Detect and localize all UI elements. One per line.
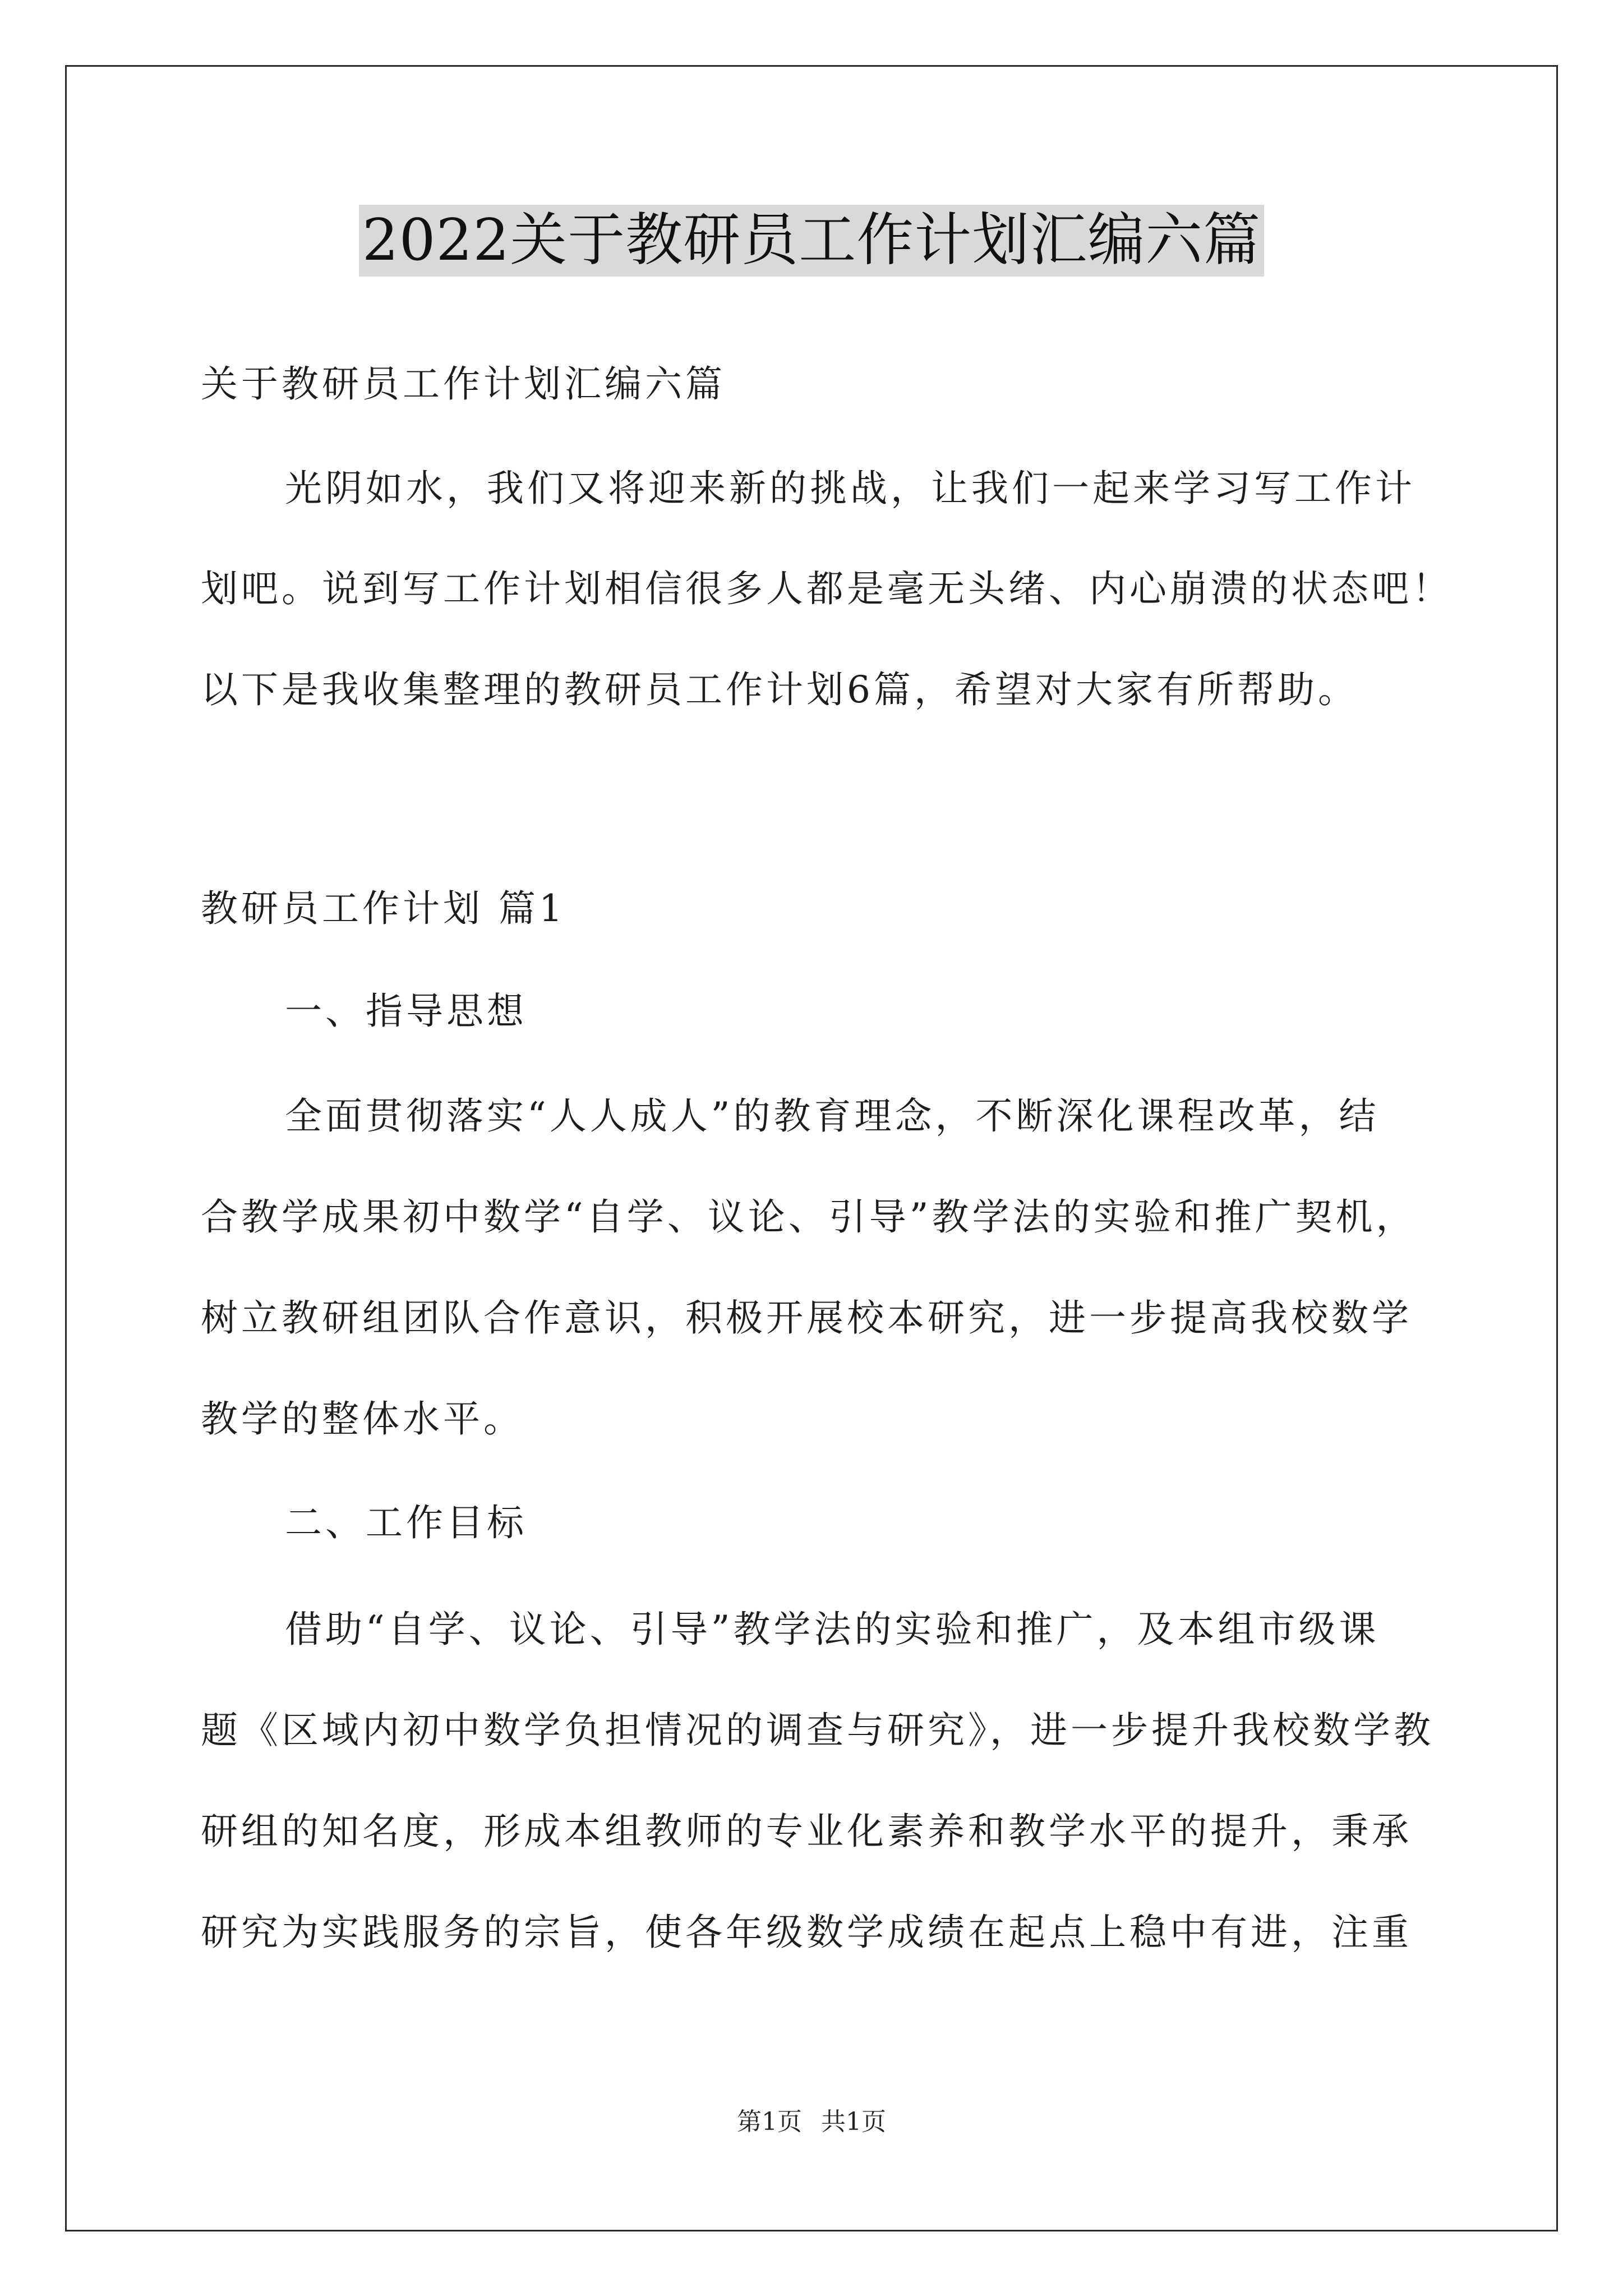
page-number: 第1页: [737, 2108, 802, 2136]
intro-line-3: 以下是我收集整理的教研员工作计划6篇，希望对大家有所帮助。: [201, 668, 1358, 711]
intro-line-2: 划吧。说到写工作计划相信很多人都是毫无头绪、内心崩溃的状态吧！: [201, 567, 1453, 610]
part1-line-2: 合教学成果初中数学“自学、议论、引导”教学法的实验和推广契机，: [201, 1195, 1417, 1239]
part1-line-3: 树立教研组团队合作意识，积极开展校本研究，进一步提高我校数学: [201, 1296, 1412, 1340]
part2-line-2: 题《区域内初中数学负担情况的调查与研究》，进一步提升我校数学教: [201, 1709, 1434, 1752]
part1-heading: 一、指导思想: [285, 990, 527, 1033]
part2-line-4: 研究为实践服务的宗旨，使各年级数学成绩在起点上稳中有进，注重: [201, 1911, 1412, 1954]
intro-line-1: 光阴如水，我们又将迎来新的挑战，让我们一起来学习写工作计: [285, 467, 1415, 510]
part1-line-4: 教学的整体水平。: [201, 1397, 524, 1441]
section-heading: 教研员工作计划 篇1: [201, 887, 566, 930]
part2-line-1: 借助“自学、议论、引导”教学法的实验和推广，及本组市级课: [285, 1608, 1380, 1651]
title-wrapper: [0, 205, 1623, 277]
document-subtitle: 关于教研员工作计划汇编六篇: [201, 362, 726, 406]
part1-line-1: 全面贯彻落实“人人成人”的教育理念，不断深化课程改革，结: [285, 1094, 1380, 1138]
part2-heading: 二、工作目标: [285, 1501, 527, 1544]
total-pages: 共1页: [821, 2108, 886, 2136]
page-footer: [0, 2106, 1623, 2138]
part2-line-3: 研组的知名度，形成本组教师的专业化素养和教学水平的提升，秉承: [201, 1810, 1412, 1853]
document-title: 2022关于教研员工作计划汇编六篇: [359, 205, 1265, 277]
